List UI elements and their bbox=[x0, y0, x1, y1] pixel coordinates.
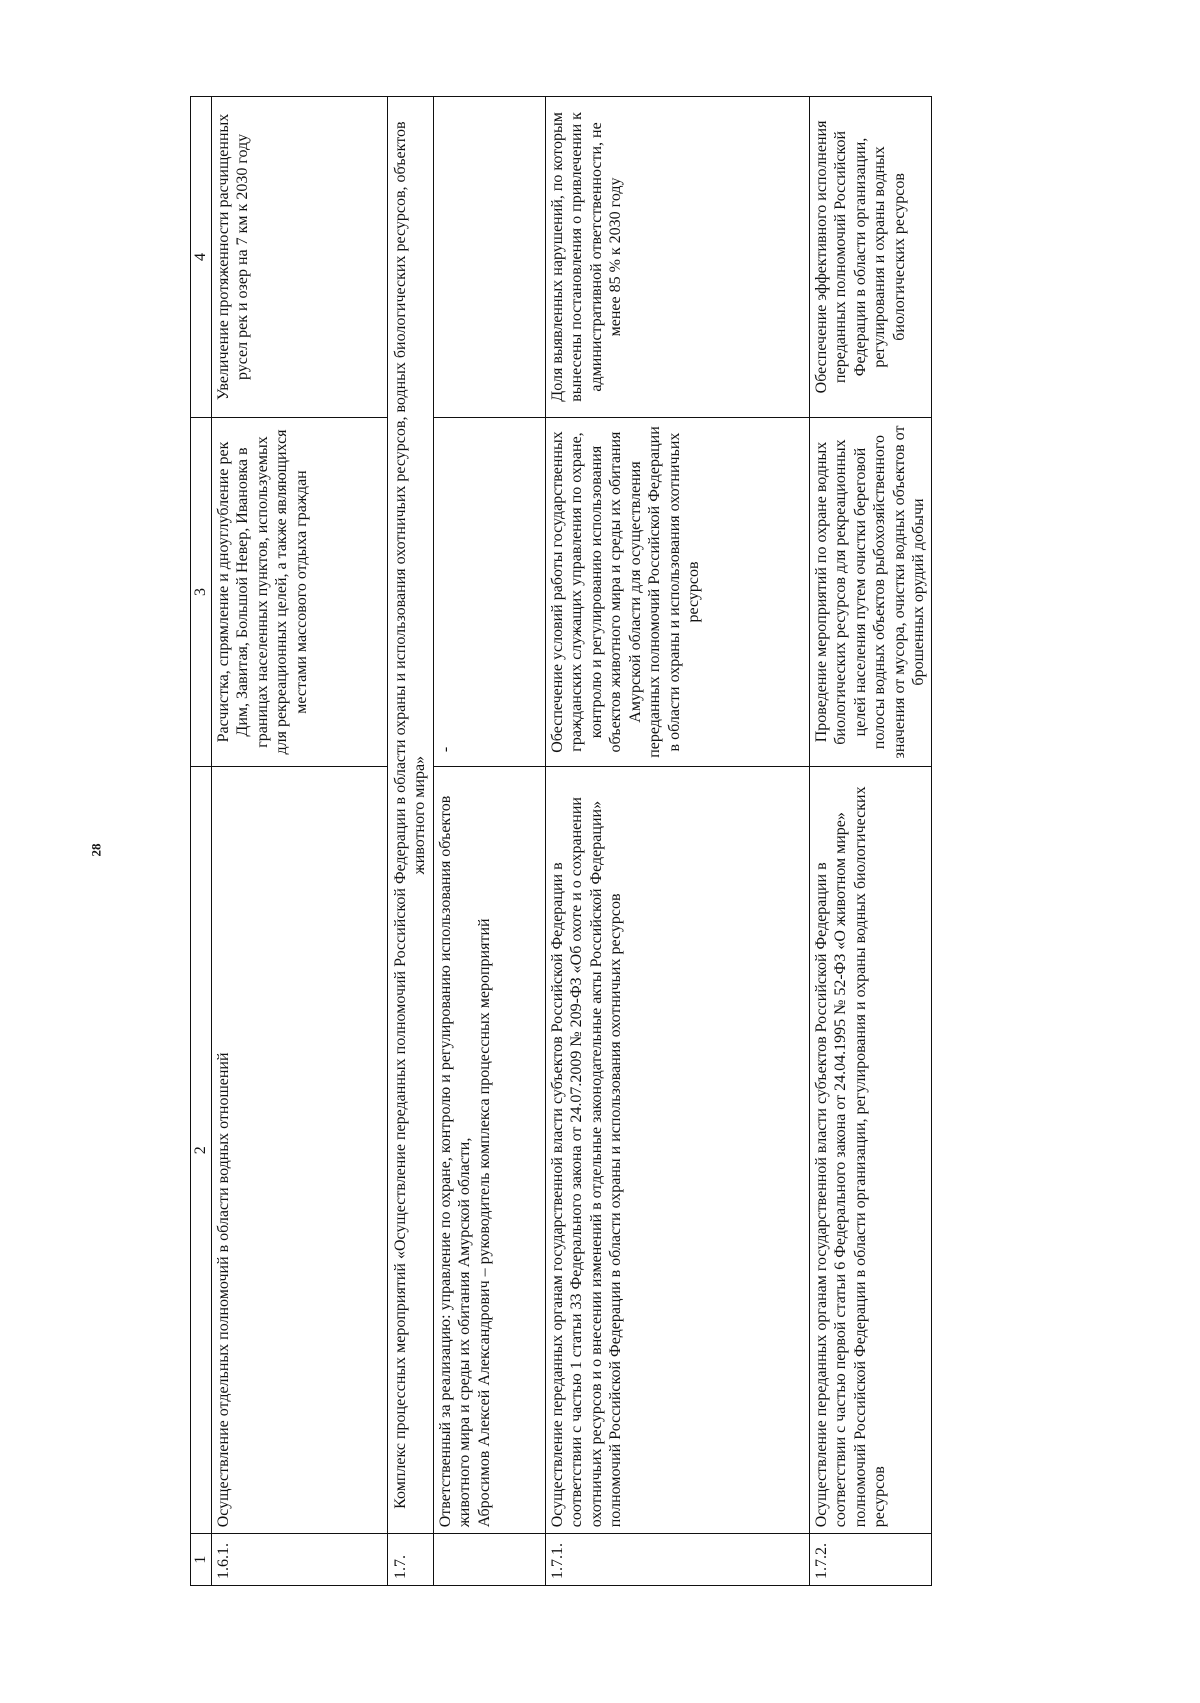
row-number: 1.7. bbox=[387, 1534, 433, 1586]
table-row bbox=[545, 97, 809, 1586]
row-indicator: Доля выявленных нарушений, по которым вынесены постановления о привлечении к административной ответственности, не менее 85 % к 2030 году bbox=[545, 97, 809, 418]
row-measure: Осуществление переданных органам государственной власти субъектов Российской Федерации в соответствии с частью 1 статьи 33 Федерального закона от 24.07.2009 № 209-ФЗ «Об охоте и о сохранении охотничьих ресурсов и о внесении изменений в отдельные законодательные акты Российской Федерации» полномочий Российской Федерации в области охраны и использования охотничьих ресурсов bbox=[545, 767, 809, 1534]
row-task: Обеспечение условий работы государственных гражданских служащих управления по охране, контролю и регулированию использования объектов животного мира и среды их обитания Амурской области для осуществления переданных полномочий Российской Федерации в области охраны и использования охотничьих ресурсов bbox=[545, 417, 809, 766]
row-task: Расчистка, спрямление и дноуглубление рек Дим, Завитая, Большой Невер, Ивановка в границах населенных пунктов, используемых для рекреационных целей, а также являющихся местами массового отдыха граждан bbox=[211, 417, 387, 766]
row-measure: Осуществление отдельных полномочий в области водных отношений bbox=[211, 767, 387, 1534]
section-title: Комплекс процессных мероприятий «Осуществление переданных полномочий Российской Федерации в области охраны и использования охотничьих ресурсов, водных биологических ресурсов, объектов животного мира» bbox=[387, 97, 433, 1534]
table-row bbox=[211, 97, 387, 1586]
table-row bbox=[809, 97, 931, 1586]
responsible-person: Абросимов Алексей Александрович – руководитель комплекса процессных мероприятий bbox=[475, 918, 493, 1528]
row-indicator bbox=[433, 97, 545, 418]
row-task: - bbox=[433, 417, 545, 766]
document-table-rotated bbox=[190, 96, 928, 1586]
row-measure: Осуществление переданных органам государственной власти субъектов Российской Федерации в соответствии с частью первой статьи 6 Федерального закона от 24.04.1995 № 52-ФЗ «О животном мире» полномочий Российской Федерации в области организации, регулирования и охраны водных биологических ресурсов bbox=[809, 767, 931, 1534]
row-task: Проведение мероприятий по охране водных биологических ресурсов для рекреационных целей населения путем очистки береговой полосы водных объектов рыбохозяйственного значения от мусора, очистки водных объектов от брошенных орудий добычи bbox=[809, 417, 931, 766]
table-header-row bbox=[191, 97, 212, 1586]
measures-table bbox=[190, 96, 932, 1586]
row-responsible bbox=[433, 767, 545, 1534]
page-number: 28 bbox=[88, 843, 104, 857]
row-number bbox=[433, 1534, 545, 1586]
row-indicator: Обеспечение эффективного исполнения переданных полномочий Российской Федерации в области организации, регулирования и охраны водных биологических ресурсов bbox=[809, 97, 931, 418]
responsible-unit: Ответственный за реализацию: управление по охране, контролю и регулированию использования объектов животного мира и среды их обитания Амурской области, bbox=[436, 795, 474, 1528]
header-col-3: 3 bbox=[191, 417, 212, 766]
table-row bbox=[433, 97, 545, 1586]
header-col-1: 1 bbox=[191, 1534, 212, 1586]
header-col-4: 4 bbox=[191, 97, 212, 418]
table-row-section bbox=[387, 97, 433, 1586]
row-number: 1.7.2. bbox=[809, 1534, 931, 1586]
header-col-2: 2 bbox=[191, 767, 212, 1534]
row-indicator: Увеличение протяженности расчищенных русел рек и озер на 7 км к 2030 году bbox=[211, 97, 387, 418]
row-number: 1.6.1. bbox=[211, 1534, 387, 1586]
row-number: 1.7.1. bbox=[545, 1534, 809, 1586]
